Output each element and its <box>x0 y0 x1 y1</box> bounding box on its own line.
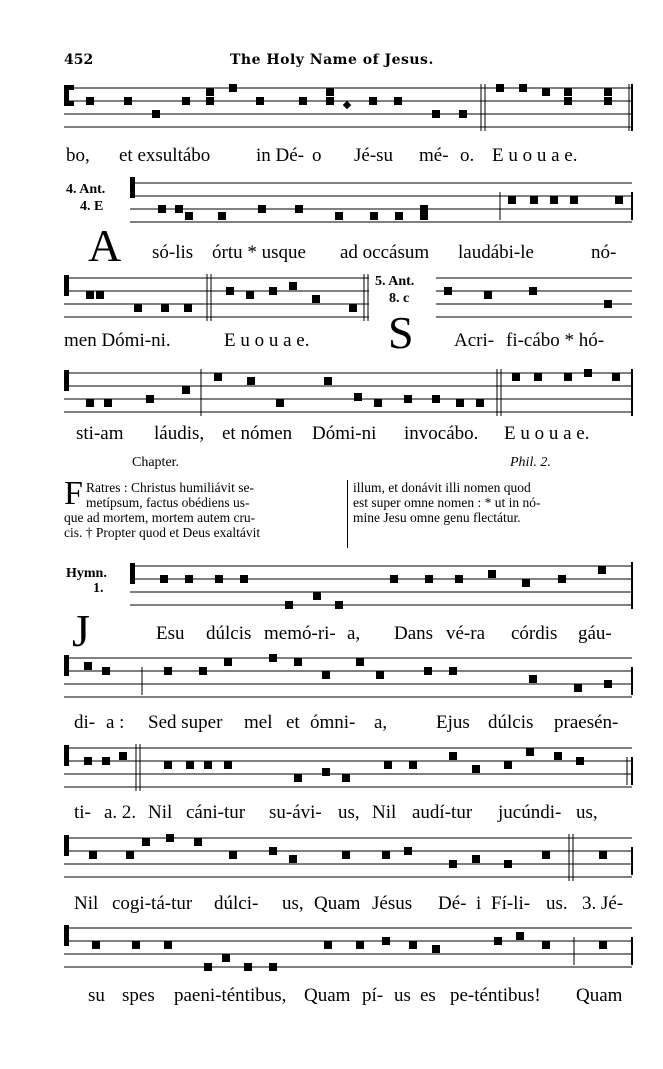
antiphon-5-mode: 8. c <box>389 291 410 306</box>
lyric: Esu <box>156 623 185 644</box>
lyric: cogi-tá-tur <box>112 893 193 914</box>
lyric: E u o u a e. <box>224 330 310 351</box>
lyric: pí- <box>362 985 384 1006</box>
lyric: dúlcis <box>488 712 534 733</box>
lyric: et exsultábo <box>119 145 211 166</box>
lyric: láudis, <box>154 423 205 444</box>
chapter-line: cis. † Propter quod et Deus exaltávit <box>64 525 261 540</box>
lyric: Dómi-ni <box>312 423 377 444</box>
lyric: fi-cábo * hó- <box>506 330 605 351</box>
chapter-reference: Phil. 2. <box>510 455 551 470</box>
hymn-number: 1. <box>93 581 104 596</box>
lyric: a : <box>106 712 125 733</box>
hymn-staff-2 <box>64 650 634 710</box>
hymn-initial: J <box>72 605 90 656</box>
staff-4 <box>64 365 634 425</box>
lyric: es <box>420 985 436 1006</box>
lyric: córdis <box>511 623 558 644</box>
lyric: us, <box>282 893 304 914</box>
hymn-staff-2-svg <box>64 650 634 710</box>
staff-2-svg <box>130 175 635 235</box>
hymn-staff-3-svg <box>64 740 634 800</box>
lyric: E u o u a e. <box>492 145 578 166</box>
antiphon-4-mode: 4. E <box>80 199 104 214</box>
lyric: di- <box>74 712 96 733</box>
hymn-staff-1 <box>130 558 635 618</box>
lyric: jucúndi- <box>498 802 562 823</box>
staff-1 <box>64 80 634 140</box>
chapter-column-1 <box>64 475 344 540</box>
lyric: a, <box>347 623 361 644</box>
running-title: The Holy Name of Jesus. <box>230 52 434 68</box>
lyric: ti- <box>74 802 91 823</box>
hymn-staff-5-svg <box>64 920 634 980</box>
lyric: o. <box>460 145 475 166</box>
lyric: gáu- <box>578 623 612 644</box>
lyric: men Dómi-ni. <box>64 330 171 351</box>
lyric: ómni- <box>310 712 356 733</box>
lyric: dúlcis <box>206 623 252 644</box>
lyric: su <box>88 985 105 1006</box>
staff-1-svg <box>64 80 634 140</box>
lyric: i <box>476 893 482 914</box>
lyric: invocábo. <box>404 423 479 444</box>
staff-4-svg <box>64 365 634 425</box>
lyric: Dé- <box>438 893 467 914</box>
lyric: a. 2. <box>104 802 137 823</box>
lyric: bo, <box>66 145 90 166</box>
hymn-staff-3 <box>64 740 634 800</box>
chapter-initial: F <box>64 475 83 512</box>
hymn-staff-1-svg <box>130 558 635 618</box>
lyric: Jé-su <box>354 145 394 166</box>
lyric: ad occásum <box>340 242 430 263</box>
chapter-title: Chapter. <box>132 455 180 470</box>
chapter-line: Ratres : Christus humiliávit se- <box>86 480 254 495</box>
lyric: Quam <box>576 985 623 1006</box>
lyric: Sed super <box>148 712 223 733</box>
lyric: audí-tur <box>412 802 473 823</box>
lyric: E u o u a e. <box>504 423 590 444</box>
lyric: spes <box>122 985 155 1006</box>
lyric: in Dé- <box>256 145 305 166</box>
lyric: sti-am <box>76 423 124 444</box>
antiphon-4-label: 4. Ant. <box>66 182 106 197</box>
lyric: Ejus <box>436 712 470 733</box>
antiphon-4-initial: A <box>88 220 122 271</box>
lyric: us <box>394 985 411 1006</box>
lyric: praesén- <box>554 712 619 733</box>
lyric: et nómen <box>222 423 293 444</box>
lyric: su-ávi- <box>269 802 322 823</box>
lyric: et <box>286 712 300 733</box>
lyric: laudábi-le <box>458 242 534 263</box>
lyric: dúlci- <box>214 893 259 914</box>
lyric: paeni-téntibus, <box>174 985 287 1006</box>
lyric: Nil <box>74 893 99 914</box>
antiphon-5-initial: S <box>388 307 414 358</box>
staff-2 <box>130 175 635 235</box>
lyric: Acri- <box>454 330 495 351</box>
lyric: o <box>312 145 322 166</box>
lyric: Jésus <box>372 893 413 914</box>
lyric: Nil <box>372 802 397 823</box>
lyric: Dans <box>394 623 434 644</box>
chapter-line: metípsum, factus obédiens us- <box>86 495 250 510</box>
chapter-line: est super omne nomen : * ut in nó- <box>353 495 541 510</box>
lyric: mé- <box>419 145 449 166</box>
hymn-staff-4-svg <box>64 830 634 890</box>
lyric: Nil <box>148 802 173 823</box>
lyric: cáni-tur <box>186 802 246 823</box>
column-divider <box>347 480 348 548</box>
lyric: pe-téntibus! <box>450 985 541 1006</box>
hymn-staff-5 <box>64 920 634 980</box>
chapter-line: mine Jesu omne genu flectátur. <box>353 510 521 525</box>
lyric: Quam <box>304 985 351 1006</box>
antiphon-5-label: 5. Ant. <box>375 274 415 289</box>
lyric: Fí-li- <box>491 893 531 914</box>
lyric: memó-ri- <box>264 623 336 644</box>
lyric: nó- <box>591 242 617 263</box>
hymn-staff-4 <box>64 830 634 890</box>
chapter-column-2 <box>353 480 633 525</box>
lyric: órtu * usque <box>212 242 306 263</box>
lyric: us. <box>546 893 568 914</box>
chapter-line: illum, et donávit illi nomen quod <box>353 480 531 495</box>
hymn-label: Hymn. <box>66 566 107 581</box>
lyric: só-lis <box>152 242 194 263</box>
page-number: 452 <box>64 52 94 68</box>
staff-3-svg <box>64 270 634 330</box>
chapter-line: que ad mortem, mortem autem cru- <box>64 510 256 525</box>
lyric: vé-ra <box>446 623 486 644</box>
lyric: mel <box>244 712 273 733</box>
lyric: 3. Jé- <box>582 893 624 914</box>
lyric: us, <box>576 802 598 823</box>
staff-3 <box>64 270 634 330</box>
lyric: a, <box>374 712 388 733</box>
lyric: Quam <box>314 893 361 914</box>
lyric: us, <box>338 802 360 823</box>
